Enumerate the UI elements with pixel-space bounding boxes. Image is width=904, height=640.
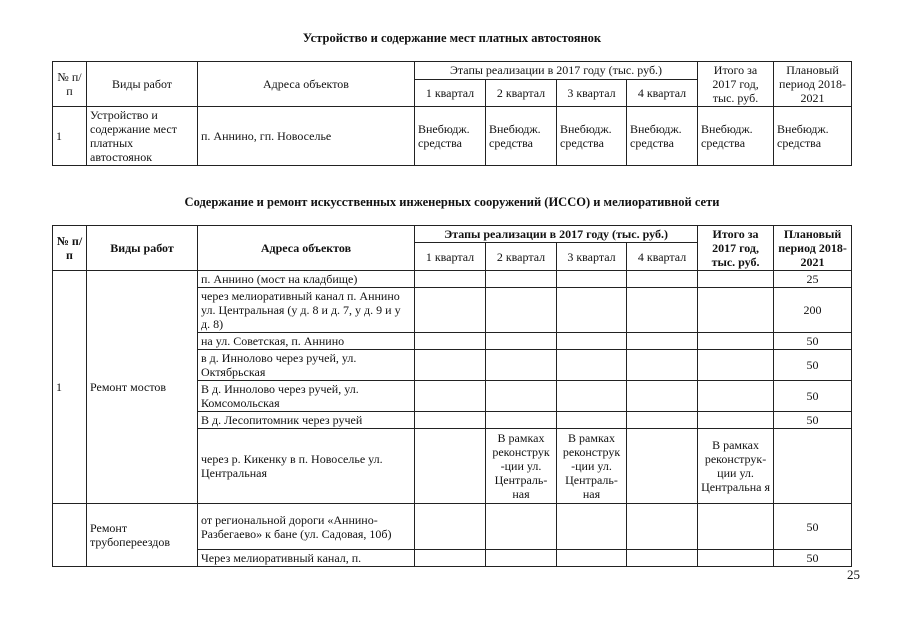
row-address: от региональной дороги «Аннино- Разбегаево» к бане (ул. Садовая, 10б) bbox=[198, 504, 415, 550]
row-address: через мелиоративный канал п. Аннино ул. Центральная (у д. 8 и д. 7, у д. 9 и у д. 8) bbox=[198, 288, 415, 333]
row-plan: 50 bbox=[774, 350, 852, 381]
row-plan: 50 bbox=[774, 504, 852, 550]
row-q4: Внебюдж. средства bbox=[627, 107, 698, 166]
row-plan bbox=[774, 429, 852, 504]
isso-table bbox=[52, 225, 852, 567]
parking-table bbox=[52, 61, 852, 166]
row-plan: 25 bbox=[774, 271, 852, 288]
header-plan: Плановый период 2018-2021 bbox=[774, 226, 852, 271]
row-plan: 50 bbox=[774, 550, 852, 567]
row-total: В рамках реконструк- ции ул. Центральна я bbox=[698, 429, 774, 504]
header-q3: 3 квартал bbox=[557, 79, 627, 106]
page-number: 25 bbox=[847, 567, 860, 582]
header-address: Адреса объектов bbox=[198, 62, 415, 107]
header-q1: 1 квартал bbox=[415, 243, 486, 271]
header-stages: Этапы реализации в 2017 году (тыс. руб.) bbox=[415, 226, 698, 243]
row-plan: 200 bbox=[774, 288, 852, 333]
group1-work: Ремонт мостов bbox=[87, 271, 198, 504]
header-work: Виды работ bbox=[87, 226, 198, 271]
header-total: Итого за 2017 год, тыс. руб. bbox=[698, 62, 774, 107]
header-q1: 1 квартал bbox=[415, 79, 486, 106]
section1-title: Устройство и содержание мест платных автостоянок bbox=[302, 31, 602, 45]
row-address: в д. Иннолово через ручей, ул. Октябрьская bbox=[198, 350, 415, 381]
header-plan: Плановый период 2018-2021 bbox=[774, 62, 852, 107]
row-total: Внебюдж. средства bbox=[698, 107, 774, 166]
header-stages: Этапы реализации в 2017 году (тыс. руб.) bbox=[415, 62, 698, 80]
row-q3: В рамках реконструк -ции ул. Централь- ная bbox=[557, 429, 627, 504]
row-address: п. Аннино, гп. Новоселье bbox=[198, 107, 415, 166]
row-work: Устройство и содержание мест платных автостоянок bbox=[87, 107, 198, 166]
row-q1: Внебюдж. средства bbox=[415, 107, 486, 166]
header-address: Адреса объектов bbox=[198, 226, 415, 271]
table-row bbox=[53, 271, 852, 288]
header-q2: 2 квартал bbox=[486, 243, 557, 271]
row-address: Через мелиоративный канал, п. bbox=[198, 550, 415, 567]
table-row bbox=[53, 504, 852, 550]
header-num: № п/п bbox=[53, 62, 87, 107]
group2-work: Ремонт трубопереездов bbox=[87, 504, 198, 567]
row-plan: 50 bbox=[774, 333, 852, 350]
header-num: № п/п bbox=[53, 226, 87, 271]
row-num: 1 bbox=[53, 107, 87, 166]
row-plan: 50 bbox=[774, 412, 852, 429]
row-address: на ул. Советская, п. Аннино bbox=[198, 333, 415, 350]
group1-num: 1 bbox=[53, 271, 87, 504]
table-row bbox=[53, 107, 852, 166]
row-address: В д. Лесопитомник через ручей bbox=[198, 412, 415, 429]
header-q3: 3 квартал bbox=[557, 243, 627, 271]
header-work: Виды работ bbox=[87, 62, 198, 107]
header-q2: 2 квартал bbox=[486, 79, 557, 106]
row-address: через р. Кикенку в п. Новоселье ул. Центральная bbox=[198, 429, 415, 504]
row-plan: 50 bbox=[774, 381, 852, 412]
header-q4: 4 квартал bbox=[627, 79, 698, 106]
row-q3: Внебюдж. средства bbox=[557, 107, 627, 166]
header-q4: 4 квартал bbox=[627, 243, 698, 271]
row-address: п. Аннино (мост на кладбище) bbox=[198, 271, 415, 288]
section2-title: Содержание и ремонт искусственных инженерных сооружений (ИССО) и мелиоративной сети bbox=[184, 195, 720, 209]
header-total: Итого за 2017 год, тыс. руб. bbox=[698, 226, 774, 271]
row-plan: Внебюдж. средства bbox=[774, 107, 852, 166]
row-q2: В рамках реконструк -ции ул. Централь- ная bbox=[486, 429, 557, 504]
row-q2: Внебюдж. средства bbox=[486, 107, 557, 166]
row-address: В д. Иннолово через ручей, ул. Комсомольская bbox=[198, 381, 415, 412]
